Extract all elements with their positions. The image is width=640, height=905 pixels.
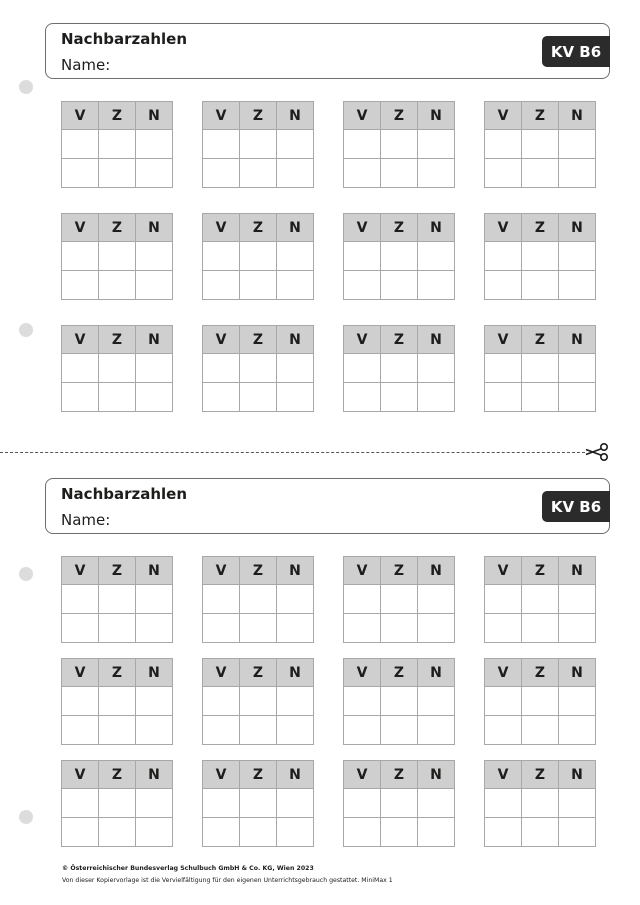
answer-cell[interactable] [344, 687, 381, 716]
column-header: V [485, 326, 522, 354]
answer-cell[interactable] [277, 242, 314, 271]
name-label: Name: [61, 511, 111, 529]
column-header: Z [240, 326, 277, 354]
column-header: N [559, 214, 596, 242]
column-header: Z [522, 326, 559, 354]
answer-cell[interactable] [240, 159, 277, 188]
answer-cell[interactable] [240, 271, 277, 300]
punch-hole [19, 80, 33, 94]
column-header: V [344, 102, 381, 130]
answer-cell[interactable] [277, 159, 314, 188]
answer-cell[interactable] [136, 716, 173, 745]
column-header: N [277, 557, 314, 585]
column-header: V [203, 326, 240, 354]
answer-cell[interactable] [344, 159, 381, 188]
answer-cell[interactable] [381, 130, 418, 159]
answer-cell[interactable] [99, 354, 136, 383]
column-header: N [136, 761, 173, 789]
answer-cell[interactable] [559, 354, 596, 383]
answer-cell[interactable] [559, 716, 596, 745]
column-header: Z [99, 102, 136, 130]
column-header: N [277, 326, 314, 354]
place-value-table [484, 101, 596, 188]
answer-cell[interactable] [344, 271, 381, 300]
column-header: Z [240, 102, 277, 130]
column-header: V [485, 557, 522, 585]
answer-cell[interactable] [418, 614, 455, 643]
answer-cell[interactable] [418, 687, 455, 716]
answer-cell[interactable] [240, 818, 277, 847]
answer-cell[interactable] [62, 159, 99, 188]
answer-cell[interactable] [99, 130, 136, 159]
answer-cell[interactable] [344, 354, 381, 383]
column-header: V [485, 102, 522, 130]
column-header: Z [99, 761, 136, 789]
answer-cell[interactable] [559, 687, 596, 716]
answer-cell[interactable] [522, 614, 559, 643]
answer-cell[interactable] [522, 130, 559, 159]
answer-cell[interactable] [99, 614, 136, 643]
column-header: Z [240, 761, 277, 789]
column-header: Z [522, 214, 559, 242]
column-header: N [418, 557, 455, 585]
place-value-table [61, 556, 173, 643]
answer-cell[interactable] [203, 242, 240, 271]
answer-cell[interactable] [381, 614, 418, 643]
worksheet-title: Nachbarzahlen [61, 485, 188, 503]
answer-cell[interactable] [559, 585, 596, 614]
place-value-table [61, 325, 173, 412]
answer-cell[interactable] [240, 354, 277, 383]
answer-cell[interactable] [136, 159, 173, 188]
column-header: N [136, 659, 173, 687]
answer-cell[interactable] [522, 242, 559, 271]
answer-cell[interactable] [277, 354, 314, 383]
answer-cell[interactable] [418, 354, 455, 383]
answer-cell[interactable] [203, 383, 240, 412]
answer-cell[interactable] [62, 614, 99, 643]
answer-cell[interactable] [559, 818, 596, 847]
answer-cell[interactable] [381, 789, 418, 818]
name-label: Name: [61, 56, 111, 74]
column-header: N [277, 659, 314, 687]
answer-cell[interactable] [62, 242, 99, 271]
answer-cell[interactable] [99, 585, 136, 614]
worksheet-header-1 [45, 23, 610, 79]
column-header: V [203, 557, 240, 585]
column-header: V [344, 557, 381, 585]
answer-cell[interactable] [277, 271, 314, 300]
column-header: N [418, 659, 455, 687]
answer-cell[interactable] [344, 818, 381, 847]
column-header: N [136, 102, 173, 130]
answer-cell[interactable] [522, 383, 559, 412]
answer-cell[interactable] [136, 614, 173, 643]
column-header: V [62, 102, 99, 130]
place-value-table [484, 213, 596, 300]
answer-cell[interactable] [418, 716, 455, 745]
column-header: N [277, 761, 314, 789]
answer-cell[interactable] [522, 585, 559, 614]
answer-cell[interactable] [136, 789, 173, 818]
answer-cell[interactable] [485, 818, 522, 847]
place-value-table [61, 101, 173, 188]
answer-cell[interactable] [277, 818, 314, 847]
column-header: V [485, 761, 522, 789]
answer-cell[interactable] [277, 716, 314, 745]
answer-cell[interactable] [99, 789, 136, 818]
answer-cell[interactable] [344, 614, 381, 643]
punch-hole [19, 567, 33, 581]
answer-cell[interactable] [381, 242, 418, 271]
answer-cell[interactable] [559, 271, 596, 300]
answer-cell[interactable] [277, 130, 314, 159]
answer-cell[interactable] [203, 159, 240, 188]
column-header: V [203, 659, 240, 687]
place-value-table [343, 760, 455, 847]
column-header: V [62, 326, 99, 354]
column-header: Z [240, 557, 277, 585]
column-header: Z [99, 326, 136, 354]
answer-cell[interactable] [240, 687, 277, 716]
answer-cell[interactable] [559, 242, 596, 271]
column-header: Z [381, 214, 418, 242]
answer-cell[interactable] [381, 818, 418, 847]
answer-cell[interactable] [62, 130, 99, 159]
place-value-table [484, 760, 596, 847]
answer-cell[interactable] [203, 585, 240, 614]
column-header: N [277, 102, 314, 130]
answer-cell[interactable] [418, 789, 455, 818]
column-header: N [559, 326, 596, 354]
answer-cell[interactable] [418, 271, 455, 300]
column-header: N [559, 761, 596, 789]
column-header: Z [381, 761, 418, 789]
answer-cell[interactable] [485, 687, 522, 716]
answer-cell[interactable] [240, 242, 277, 271]
column-header: N [418, 214, 455, 242]
column-header: Z [99, 557, 136, 585]
answer-cell[interactable] [485, 789, 522, 818]
answer-cell[interactable] [62, 585, 99, 614]
answer-cell[interactable] [203, 818, 240, 847]
answer-cell[interactable] [99, 716, 136, 745]
answer-cell[interactable] [99, 242, 136, 271]
answer-cell[interactable] [203, 687, 240, 716]
place-value-table [343, 556, 455, 643]
column-header: N [418, 761, 455, 789]
footer-copyright: © Österreichischer Bundesverlag Schulbuch GmbH & Co. KG, Wien 2023 [62, 865, 314, 872]
answer-cell[interactable] [62, 383, 99, 412]
answer-cell[interactable] [522, 818, 559, 847]
kv-badge: KV B6 [542, 491, 610, 522]
place-value-table [202, 101, 314, 188]
answer-cell[interactable] [522, 687, 559, 716]
answer-cell[interactable] [203, 130, 240, 159]
place-value-table [202, 658, 314, 745]
column-header: N [559, 102, 596, 130]
answer-cell[interactable] [381, 687, 418, 716]
answer-cell[interactable] [240, 585, 277, 614]
answer-cell[interactable] [381, 271, 418, 300]
column-header: Z [522, 659, 559, 687]
answer-cell[interactable] [136, 354, 173, 383]
answer-cell[interactable] [381, 383, 418, 412]
answer-cell[interactable] [136, 271, 173, 300]
answer-cell[interactable] [485, 130, 522, 159]
answer-cell[interactable] [62, 271, 99, 300]
answer-cell[interactable] [62, 818, 99, 847]
answer-cell[interactable] [344, 789, 381, 818]
answer-cell[interactable] [203, 789, 240, 818]
answer-cell[interactable] [381, 716, 418, 745]
answer-cell[interactable] [418, 818, 455, 847]
cut-line [0, 452, 585, 453]
answer-cell[interactable] [522, 159, 559, 188]
answer-cell[interactable] [277, 614, 314, 643]
place-value-table [61, 760, 173, 847]
answer-cell[interactable] [136, 130, 173, 159]
answer-cell[interactable] [381, 159, 418, 188]
column-header: Z [522, 761, 559, 789]
answer-cell[interactable] [240, 789, 277, 818]
answer-cell[interactable] [136, 818, 173, 847]
answer-cell[interactable] [344, 585, 381, 614]
answer-cell[interactable] [559, 383, 596, 412]
column-header: Z [240, 214, 277, 242]
answer-cell[interactable] [344, 716, 381, 745]
column-header: Z [381, 102, 418, 130]
answer-cell[interactable] [203, 716, 240, 745]
answer-cell[interactable] [418, 383, 455, 412]
answer-cell[interactable] [344, 242, 381, 271]
punch-hole [19, 810, 33, 824]
column-header: N [136, 214, 173, 242]
column-header: V [62, 659, 99, 687]
answer-cell[interactable] [522, 789, 559, 818]
answer-cell[interactable] [522, 271, 559, 300]
answer-cell[interactable] [240, 716, 277, 745]
answer-cell[interactable] [240, 130, 277, 159]
answer-cell[interactable] [381, 585, 418, 614]
column-header: N [559, 659, 596, 687]
worksheet-title: Nachbarzahlen [61, 30, 188, 48]
answer-cell[interactable] [277, 585, 314, 614]
punch-hole [19, 323, 33, 337]
kv-badge: KV B6 [542, 36, 610, 67]
place-value-table [343, 658, 455, 745]
answer-cell[interactable] [277, 687, 314, 716]
column-header: Z [99, 659, 136, 687]
answer-cell[interactable] [485, 716, 522, 745]
answer-cell[interactable] [559, 159, 596, 188]
column-header: Z [381, 326, 418, 354]
answer-cell[interactable] [99, 383, 136, 412]
place-value-table [202, 760, 314, 847]
answer-cell[interactable] [418, 242, 455, 271]
answer-cell[interactable] [62, 716, 99, 745]
answer-cell[interactable] [559, 130, 596, 159]
answer-cell[interactable] [62, 354, 99, 383]
column-header: V [62, 761, 99, 789]
place-value-table [343, 101, 455, 188]
worksheet-header-2 [45, 478, 610, 534]
answer-cell[interactable] [381, 354, 418, 383]
column-header: N [136, 326, 173, 354]
column-header: Z [99, 214, 136, 242]
place-value-table [343, 213, 455, 300]
column-header: N [277, 214, 314, 242]
place-value-table [202, 213, 314, 300]
answer-cell[interactable] [344, 383, 381, 412]
place-value-table [343, 325, 455, 412]
answer-cell[interactable] [62, 789, 99, 818]
answer-cell[interactable] [99, 687, 136, 716]
footer-notice: Von dieser Kopiervorlage ist die Vervielfältigung für den eigenen Unterrichtsgebrauch gestattet. MiniMax 1 [62, 877, 393, 884]
column-header: Z [522, 102, 559, 130]
column-header: V [203, 214, 240, 242]
column-header: V [485, 659, 522, 687]
answer-cell[interactable] [136, 687, 173, 716]
answer-cell[interactable] [277, 789, 314, 818]
answer-cell[interactable] [240, 614, 277, 643]
answer-cell[interactable] [559, 789, 596, 818]
answer-cell[interactable] [522, 716, 559, 745]
column-header: V [203, 102, 240, 130]
answer-cell[interactable] [99, 271, 136, 300]
answer-cell[interactable] [418, 585, 455, 614]
place-value-table [484, 556, 596, 643]
answer-cell[interactable] [485, 159, 522, 188]
column-header: V [344, 761, 381, 789]
place-value-table [61, 658, 173, 745]
answer-cell[interactable] [485, 354, 522, 383]
answer-cell[interactable] [136, 242, 173, 271]
place-value-table [202, 325, 314, 412]
answer-cell[interactable] [240, 383, 277, 412]
answer-cell[interactable] [136, 585, 173, 614]
answer-cell[interactable] [485, 585, 522, 614]
column-header: V [203, 761, 240, 789]
column-header: V [485, 214, 522, 242]
answer-cell[interactable] [136, 383, 173, 412]
answer-cell[interactable] [485, 271, 522, 300]
place-value-table [61, 213, 173, 300]
answer-cell[interactable] [344, 130, 381, 159]
answer-cell[interactable] [485, 614, 522, 643]
place-value-table [484, 325, 596, 412]
column-header: Z [381, 557, 418, 585]
column-header: V [62, 557, 99, 585]
answer-cell[interactable] [522, 354, 559, 383]
column-header: Z [522, 557, 559, 585]
answer-cell[interactable] [62, 687, 99, 716]
answer-cell[interactable] [203, 271, 240, 300]
answer-cell[interactable] [559, 614, 596, 643]
answer-cell[interactable] [418, 130, 455, 159]
column-header: V [344, 326, 381, 354]
column-header: N [418, 326, 455, 354]
answer-cell[interactable] [277, 383, 314, 412]
column-header: V [344, 214, 381, 242]
column-header: Z [240, 659, 277, 687]
answer-cell[interactable] [485, 242, 522, 271]
answer-cell[interactable] [99, 818, 136, 847]
answer-cell[interactable] [203, 614, 240, 643]
answer-cell[interactable] [99, 159, 136, 188]
column-header: V [344, 659, 381, 687]
scissors-icon [584, 441, 610, 463]
answer-cell[interactable] [485, 383, 522, 412]
column-header: N [136, 557, 173, 585]
column-header: N [559, 557, 596, 585]
place-value-table [202, 556, 314, 643]
place-value-table [484, 658, 596, 745]
answer-cell[interactable] [418, 159, 455, 188]
column-header: V [62, 214, 99, 242]
column-header: Z [381, 659, 418, 687]
column-header: N [418, 102, 455, 130]
answer-cell[interactable] [203, 354, 240, 383]
